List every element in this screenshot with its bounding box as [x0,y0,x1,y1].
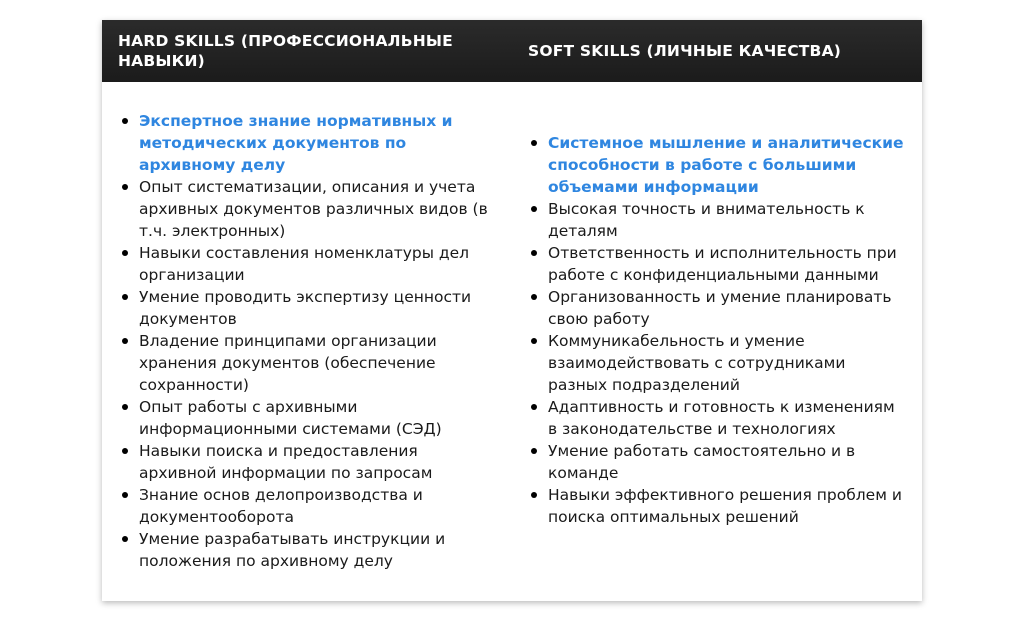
list-item: Опыт систематизации, описания и учета архивных документов различных видов (в т.ч. электронных) [120,176,490,242]
list-item: Навыки эффективного решения проблем и поиска оптимальных решений [529,484,904,528]
skills-table [102,20,922,601]
list-item: Системное мышление и аналитические способности в работе с большими объемами информации [529,132,904,198]
list-item: Ответственность и исполнительность при работе с конфиденциальными данными [529,242,904,286]
soft-skills-heading: SOFT SKILLS (ЛИЧНЫЕ КАЧЕСТВА) [528,42,842,60]
hard-skills-heading: HARD SKILLS (ПРОФЕССИОНАЛЬНЫЕ НАВЫКИ) [118,32,453,70]
soft-skills-list [529,132,904,528]
hard-skills-list [120,110,490,572]
list-item: Высокая точность и внимательность к деталям [529,198,904,242]
list-item: Знание основ делопроизводства и документооборота [120,484,490,528]
list-item: Владение принципами организации хранения документов (обеспечение сохранности) [120,330,490,396]
list-item: Навыки поиска и предоставления архивной информации по запросам [120,440,490,484]
list-item: Коммуникабельность и умение взаимодействовать с сотрудниками разных подразделений [529,330,904,396]
list-item: Умение работать самостоятельно и в команде [529,440,904,484]
list-item: Опыт работы с архивными информационными системами (СЭД) [120,396,490,440]
list-item: Умение проводить экспертизу ценности документов [120,286,490,330]
list-item: Экспертное знание нормативных и методических документов по архивному делу [120,110,490,176]
list-item: Навыки составления номенклатуры дел организации [120,242,490,286]
table-header [102,20,922,82]
list-item: Адаптивность и готовность к изменениям в законодательстве и технологиях [529,396,904,440]
list-item: Умение разрабатывать инструкции и положения по архивному делу [120,528,490,572]
list-item: Организованность и умение планировать свою работу [529,286,904,330]
